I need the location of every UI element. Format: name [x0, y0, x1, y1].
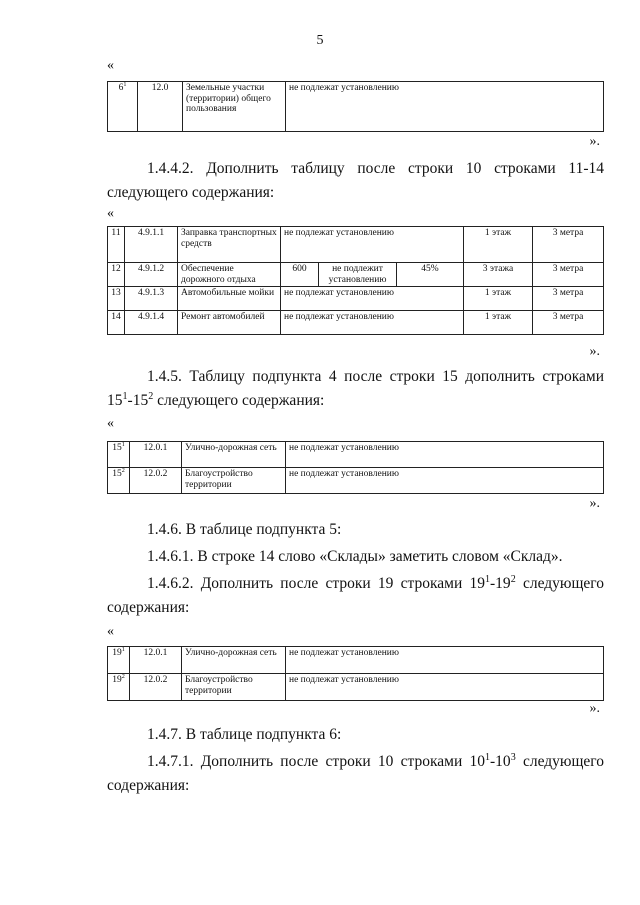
paragraph-1-4-6-2: 1.4.6.2. Дополнить после строки 19 строками $19^1-19^2$ следующего содержания:	[107, 573, 604, 616]
close-quote: ».	[589, 134, 600, 149]
paragraph-1-4-7: 1.4.7. В таблице подпункта 6:	[147, 726, 342, 743]
row-code: 4.9.1.1	[125, 227, 178, 263]
table-row	[108, 263, 604, 287]
row-value: не подлежат установлению	[286, 82, 604, 132]
row-name: Ремонт автомобилей	[178, 311, 281, 335]
table-a	[107, 81, 604, 132]
page-number: 5	[316, 33, 324, 48]
table-d	[107, 646, 604, 701]
row-height: 3 метра	[533, 227, 604, 263]
close-quote: ».	[589, 496, 600, 511]
row-area: 600	[281, 263, 319, 287]
row-value: не подлежат установлению	[286, 468, 604, 494]
close-quote: ».	[589, 701, 600, 716]
row-number: $15^1$	[108, 442, 130, 468]
row-number: 13	[108, 287, 125, 311]
table-row	[108, 468, 604, 494]
table-row	[108, 647, 604, 674]
row-value: не подлежат установлению	[286, 647, 604, 674]
row-number: 14	[108, 311, 125, 335]
table-row	[108, 227, 604, 263]
row-code: 4.9.1.3	[125, 287, 178, 311]
open-quote: «	[107, 416, 114, 431]
row-name: Автомобильные мойки	[178, 287, 281, 311]
paragraph-1-4-4-2: 1.4.4.2. Дополнить таблицу после строки 10 строками 11-14 следующего содержания:	[107, 160, 604, 201]
row-name: Улично-дорожная сеть	[182, 647, 286, 674]
row-value: не подлежат установлению	[281, 311, 464, 335]
row-code: 4.9.1.4	[125, 311, 178, 335]
row-code: 4.9.1.2	[125, 263, 178, 287]
row-code: 12.0.1	[130, 647, 182, 674]
table-row	[108, 311, 604, 335]
row-value: не подлежит установлению	[319, 263, 397, 287]
table-row	[108, 442, 604, 468]
row-name: Заправка транспортных средств	[178, 227, 281, 263]
open-quote: «	[107, 206, 114, 221]
row-number: $6^1$	[108, 82, 138, 132]
table-row	[108, 674, 604, 701]
row-value: не подлежат установлению	[281, 287, 464, 311]
close-quote: ».	[589, 344, 600, 359]
row-code: 12.0	[138, 82, 183, 132]
row-code: 12.0.1	[130, 442, 182, 468]
row-percent: 45%	[397, 263, 464, 287]
row-number: 12	[108, 263, 125, 287]
row-value: не подлежат установлению	[286, 674, 604, 701]
paragraph-1-4-7-1: 1.4.7.1. Дополнить после строки 10 строками $10^1-10^3$ следующего содержания:	[107, 751, 604, 794]
row-name: Улично-дорожная сеть	[182, 442, 286, 468]
table-b	[107, 226, 604, 335]
row-name: Земельные участки (территории) общего пользования	[183, 82, 286, 132]
row-floors: 3 этажа	[464, 263, 533, 287]
paragraph-1-4-6: 1.4.6. В таблице подпункта 5:	[147, 521, 342, 538]
row-floors: 1 этаж	[464, 311, 533, 335]
row-code: 12.0.2	[130, 468, 182, 494]
row-floors: 1 этаж	[464, 287, 533, 311]
open-quote: «	[107, 58, 114, 73]
row-number: $19^2$	[108, 674, 130, 701]
table-c	[107, 441, 604, 494]
paragraph-1-4-6-1: 1.4.6.1. В строке 14 слово «Склады» заметить словом «Склад».	[147, 548, 563, 565]
row-number: 11	[108, 227, 125, 263]
row-value: не подлежат установлению	[281, 227, 464, 263]
row-height: 3 метра	[533, 263, 604, 287]
row-code: 12.0.2	[130, 674, 182, 701]
row-name: Обеспечение дорожного отдыха	[178, 263, 281, 287]
paragraph-1-4-5: 1.4.5. Таблицу подпункта 4 после строки 15 дополнить строками $15^1-15^2$ следующего содержания:	[107, 368, 604, 409]
row-height: 3 метра	[533, 287, 604, 311]
table-row	[108, 287, 604, 311]
row-height: 3 метра	[533, 311, 604, 335]
row-number: $19^1$	[108, 647, 130, 674]
row-name: Благоустройство территории	[182, 674, 286, 701]
row-number: $15^2$	[108, 468, 130, 494]
open-quote: «	[107, 624, 114, 639]
table-row	[108, 82, 604, 132]
row-name: Благоустройство территории	[182, 468, 286, 494]
row-floors: 1 этаж	[464, 227, 533, 263]
row-value: не подлежат установлению	[286, 442, 604, 468]
